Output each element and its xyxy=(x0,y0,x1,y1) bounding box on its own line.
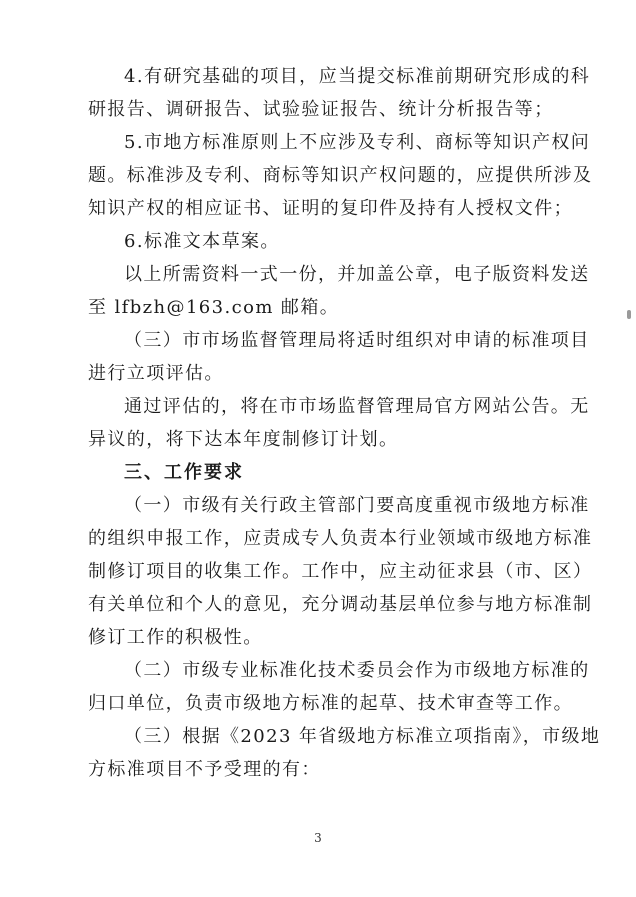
section-heading xyxy=(88,462,558,484)
paragraph-announcement xyxy=(88,396,590,451)
text-line: 有关单位和个人的意见，充分调动基层单位参与地方标准制 xyxy=(88,594,593,615)
text-line: （三）市市场监督管理局将适时组织对申请的标准项目 xyxy=(124,330,590,351)
scan-margin-mark xyxy=(627,310,631,319)
text-line: 6.标准文本草案。 xyxy=(124,231,280,252)
paragraph-requirement-1 xyxy=(88,495,593,649)
paragraph-submission xyxy=(88,264,590,319)
paragraph-item-4 xyxy=(88,66,591,121)
text-line: 方标准项目不予受理的有： xyxy=(88,759,321,780)
paragraph-item-5 xyxy=(88,132,593,220)
document-body xyxy=(88,66,601,781)
text-line: 4.有研究基础的项目，应当提交标准前期研究形成的科 xyxy=(124,66,591,87)
text-line: 以上所需资料一式一份，并加盖公章，电子版资料发送 xyxy=(124,264,590,285)
text-line: 题。标准涉及专利、商标等知识产权问题的，应提供所涉及 xyxy=(88,165,593,186)
text-line: （二）市级专业标准化技术委员会作为市级地方标准的 xyxy=(124,660,590,681)
paragraph-item-6 xyxy=(88,231,558,253)
paragraph-evaluation xyxy=(88,330,590,385)
text-line: 修订工作的积极性。 xyxy=(88,627,263,648)
text-line: 制修订项目的收集工作。工作中，应主动征求县（市、区） xyxy=(88,561,593,582)
text-line: 进行立项评估。 xyxy=(88,363,224,384)
text-line: 5.市地方标准原则上不应涉及专利、商标等知识产权问 xyxy=(124,132,591,153)
text-line: 至 lfbzh@163.com 邮箱。 xyxy=(88,297,340,318)
text-line: （三）根据《2023 年省级地方标准立项指南》，市级地 xyxy=(124,726,601,747)
text-line: 归口单位，负责市级地方标准的起草、技术审查等工作。 xyxy=(88,693,573,714)
text-line: 异议的，将下达本年度制修订计划。 xyxy=(88,429,399,450)
text-line: 的组织申报工作，应责成专人负责本行业领域市级地方标准 xyxy=(88,528,593,549)
text-line: 通过评估的，将在市市场监督管理局官方网站公告。无 xyxy=(124,396,590,417)
page-number: 3 xyxy=(314,831,322,845)
paragraph-requirement-3 xyxy=(88,726,601,781)
text-line: 知识产权的相应证书、证明的复印件及持有人授权文件； xyxy=(88,198,573,219)
section-heading-text: 三、工作要求 xyxy=(124,462,244,483)
text-line: 研报告、调研报告、试验验证报告、统计分析报告等； xyxy=(88,99,554,120)
paragraph-requirement-2 xyxy=(88,660,590,715)
text-line: （一）市级有关行政主管部门要高度重视市级地方标准 xyxy=(124,495,590,516)
